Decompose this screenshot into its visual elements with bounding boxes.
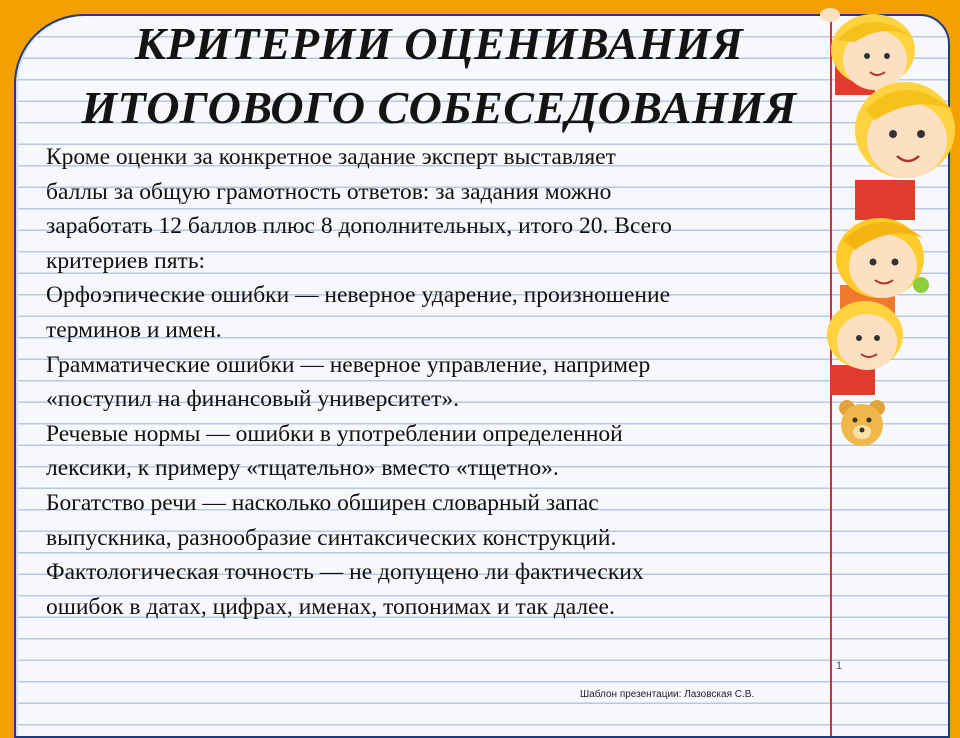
body-line: Богатство речи — насколько обширен словарный запас bbox=[46, 489, 599, 516]
body-line: «поступил на финансовый университет». bbox=[46, 386, 459, 413]
body-line: Орфоэпические ошибки — неверное ударение, произношение bbox=[46, 282, 671, 309]
body-line: заработать 12 баллов плюс 8 дополнительных, итого 20. Всего bbox=[46, 213, 672, 240]
title-line-2: ИТОГОВОГО СОБЕСЕДОВАНИЯ bbox=[81, 82, 797, 133]
body-line: баллы за общую грамотность ответов: за задания можно bbox=[46, 178, 612, 205]
body-line: терминов и имен. bbox=[46, 316, 222, 343]
slide-body bbox=[46, 140, 846, 624]
body-line: Кроме оценки за конкретное задание эксперт выставляет bbox=[46, 144, 616, 170]
child-face-icon bbox=[855, 82, 955, 220]
body-line: лексики, к примеру «тщательно» вместо «тщетно». bbox=[46, 455, 559, 482]
body-line: выпускника, разнообразие синтаксических конструкций. bbox=[46, 524, 617, 551]
child-face-icon bbox=[827, 301, 903, 395]
template-credit: Шаблон презентации: Лазовская С.В. bbox=[580, 689, 755, 700]
children-illustration bbox=[815, 0, 960, 470]
body-line: Фактологическая точность — не допущено ли фактических bbox=[46, 559, 644, 586]
teddy-bear-icon bbox=[839, 400, 885, 446]
body-line: Речевые нормы — ошибки в употреблении определенной bbox=[46, 420, 623, 447]
body-line: ошибок в датах, цифрах, именах, топонимах и так далее. bbox=[46, 593, 615, 620]
child-face-icon bbox=[820, 8, 915, 95]
page-number: 1 bbox=[836, 660, 843, 672]
body-line: критериев пять: bbox=[46, 247, 206, 274]
title-line-1: КРИТЕРИИ ОЦЕНИВАНИЯ bbox=[134, 18, 744, 69]
slide-title bbox=[24, 12, 854, 140]
body-line: Грамматические ошибки — неверное управление, например bbox=[46, 351, 651, 378]
